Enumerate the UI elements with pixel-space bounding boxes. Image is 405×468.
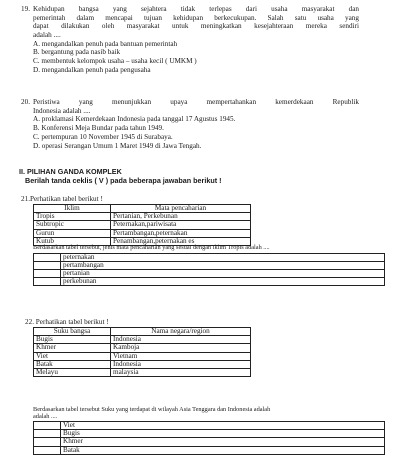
checkbox[interactable]: [34, 269, 61, 277]
q20-stem-line-2: Indonesia adalah ....: [33, 106, 91, 115]
q21-cell: Subtropic: [34, 221, 111, 229]
q21-choices: [33, 253, 385, 287]
q22-choice-label: Batak: [61, 446, 385, 454]
table-row: [34, 336, 251, 344]
q22-cell: Indonesia: [111, 336, 251, 344]
table-row: [34, 221, 251, 229]
q21-cell: Penambangan,peternakan es: [111, 237, 251, 245]
q22-table: [33, 327, 251, 377]
q19-option-c[interactable]: C. membentuk kelompok usaha – usaha kecil ( UMKM ): [33, 57, 197, 65]
q22-cell: Vietnam: [111, 352, 251, 360]
q21-choice-row[interactable]: [34, 278, 385, 286]
q21-cell: Kutub: [34, 237, 111, 245]
q20-number: 20.: [21, 98, 30, 106]
q19-stem-line-2: pemerintah dalam mencapai tujuan kehidupan berkecukupan. Salah satu usaha yang: [33, 13, 359, 22]
q21-cell: Tropis: [34, 213, 111, 221]
q22-cell: Bugis: [34, 336, 111, 344]
q22-choice-label: Khmer: [61, 438, 385, 446]
q21-choice-row[interactable]: [34, 253, 385, 261]
table-row: [34, 369, 251, 377]
q22-choice-row[interactable]: [34, 446, 385, 454]
q20-option-b[interactable]: B. Konferensi Meja Bundar pada tahun 1949.: [33, 124, 164, 132]
q21-cell: Gurun: [34, 229, 111, 237]
q21-question: Berdasarkan tabel tersebut, jenis mata pencaharian yang sesuai dengan iklim Tropis adalah ....: [33, 244, 270, 251]
q22-question-line-1: Berdasarkan tabel tersebut Suku yang terdapat di wilayah Asia Tenggara dan Indonesia adalah: [33, 406, 271, 413]
q22-cell: malaysia: [111, 369, 251, 377]
q19-option-b[interactable]: B. bergantung pada nasib baik: [33, 48, 121, 56]
checkbox[interactable]: [34, 446, 61, 454]
q19-stem-line-3: dapat dilakukan oleh masyarakat untuk meningkatkan kesejahteraan mereka sendiri: [33, 22, 359, 30]
q19-stem-line-4: adalah ....: [33, 30, 61, 39]
q20-option-a[interactable]: A. proklamasi Kemerdekaan Indonesia pada tanggal 17 Agustus 1945.: [33, 115, 236, 123]
q22-cell: Kamboja: [111, 344, 251, 352]
table-row: [34, 352, 251, 360]
q19-number: 19.: [21, 5, 30, 13]
q22-choices: [33, 421, 385, 455]
checkbox[interactable]: [34, 278, 61, 286]
q19-option-a[interactable]: A. mengandalkan penuh pada bantuan pemerintah: [33, 39, 178, 48]
q21-header-livelihood: Mata pencaharian: [111, 205, 251, 213]
checkbox[interactable]: [34, 438, 61, 446]
q20-stem-line-1: Peristiwa yang menunjukkan upaya mempertahankan kemerdekaan Republik: [33, 98, 359, 106]
q22-intro: 22. Perhatikan tabel berikut !: [25, 318, 109, 326]
section-title: II. PILIHAN GANDA KOMPLEK: [19, 167, 122, 176]
q21-cell: Pertanian, Perkebunan: [111, 213, 251, 221]
q22-question-line-2: adalah ....: [33, 413, 58, 420]
table-row: [34, 344, 251, 352]
q21-choice-label: pertambangan: [61, 261, 385, 269]
q21-choice-label: peternakan: [61, 253, 385, 261]
checkbox[interactable]: [34, 253, 61, 261]
q21-intro: 21.Perhatikan tabel berikut !: [21, 195, 103, 203]
checkbox[interactable]: [34, 422, 61, 430]
q20-option-d[interactable]: D. operasi Serangan Umum 1 Maret 1949 di Jawa Tengah.: [33, 142, 202, 150]
q22-cell: Batak: [34, 360, 111, 368]
q21-header-climate: Iklim: [34, 205, 111, 213]
q19-stem-line-1: Kehidupan bangsa yang sejahtera tidak terlepas dari usaha masyarakat dan: [33, 5, 359, 13]
q21-cell: Peternakan,pariwisata: [111, 221, 251, 229]
q22-choice-label: Viet: [61, 422, 385, 430]
q22-header-ethnic: Suku bangsa: [34, 328, 111, 336]
q22-cell: Indonesia: [111, 360, 251, 368]
q20-option-c[interactable]: C. pertempuran 10 November 1945 di Surabaya.: [33, 133, 173, 141]
q22-cell: Khmer: [34, 344, 111, 352]
q22-cell: Viet: [34, 352, 111, 360]
section-instruction: Berilah tanda ceklis ( V ) pada beberapa jawaban berikut !: [25, 176, 222, 185]
q19-option-d[interactable]: D. mengandalkan penuh pada pengusaha: [33, 66, 151, 74]
q22-cell: Melayu: [34, 369, 111, 377]
checkbox[interactable]: [34, 430, 61, 438]
q22-choice-label: Bugis: [61, 430, 385, 438]
q21-table: [33, 204, 251, 246]
q22-choice-row[interactable]: [34, 430, 385, 438]
q22-choice-row[interactable]: [34, 438, 385, 446]
table-row: [34, 360, 251, 368]
q21-choice-label: perkebunan: [61, 278, 385, 286]
checkbox[interactable]: [34, 261, 61, 269]
q22-header-country: Nama negara/region: [111, 328, 251, 336]
q21-choice-label: pertanian: [61, 269, 385, 277]
q22-choice-row[interactable]: [34, 422, 385, 430]
q21-cell: Pertambangan,peternakan: [111, 229, 251, 237]
